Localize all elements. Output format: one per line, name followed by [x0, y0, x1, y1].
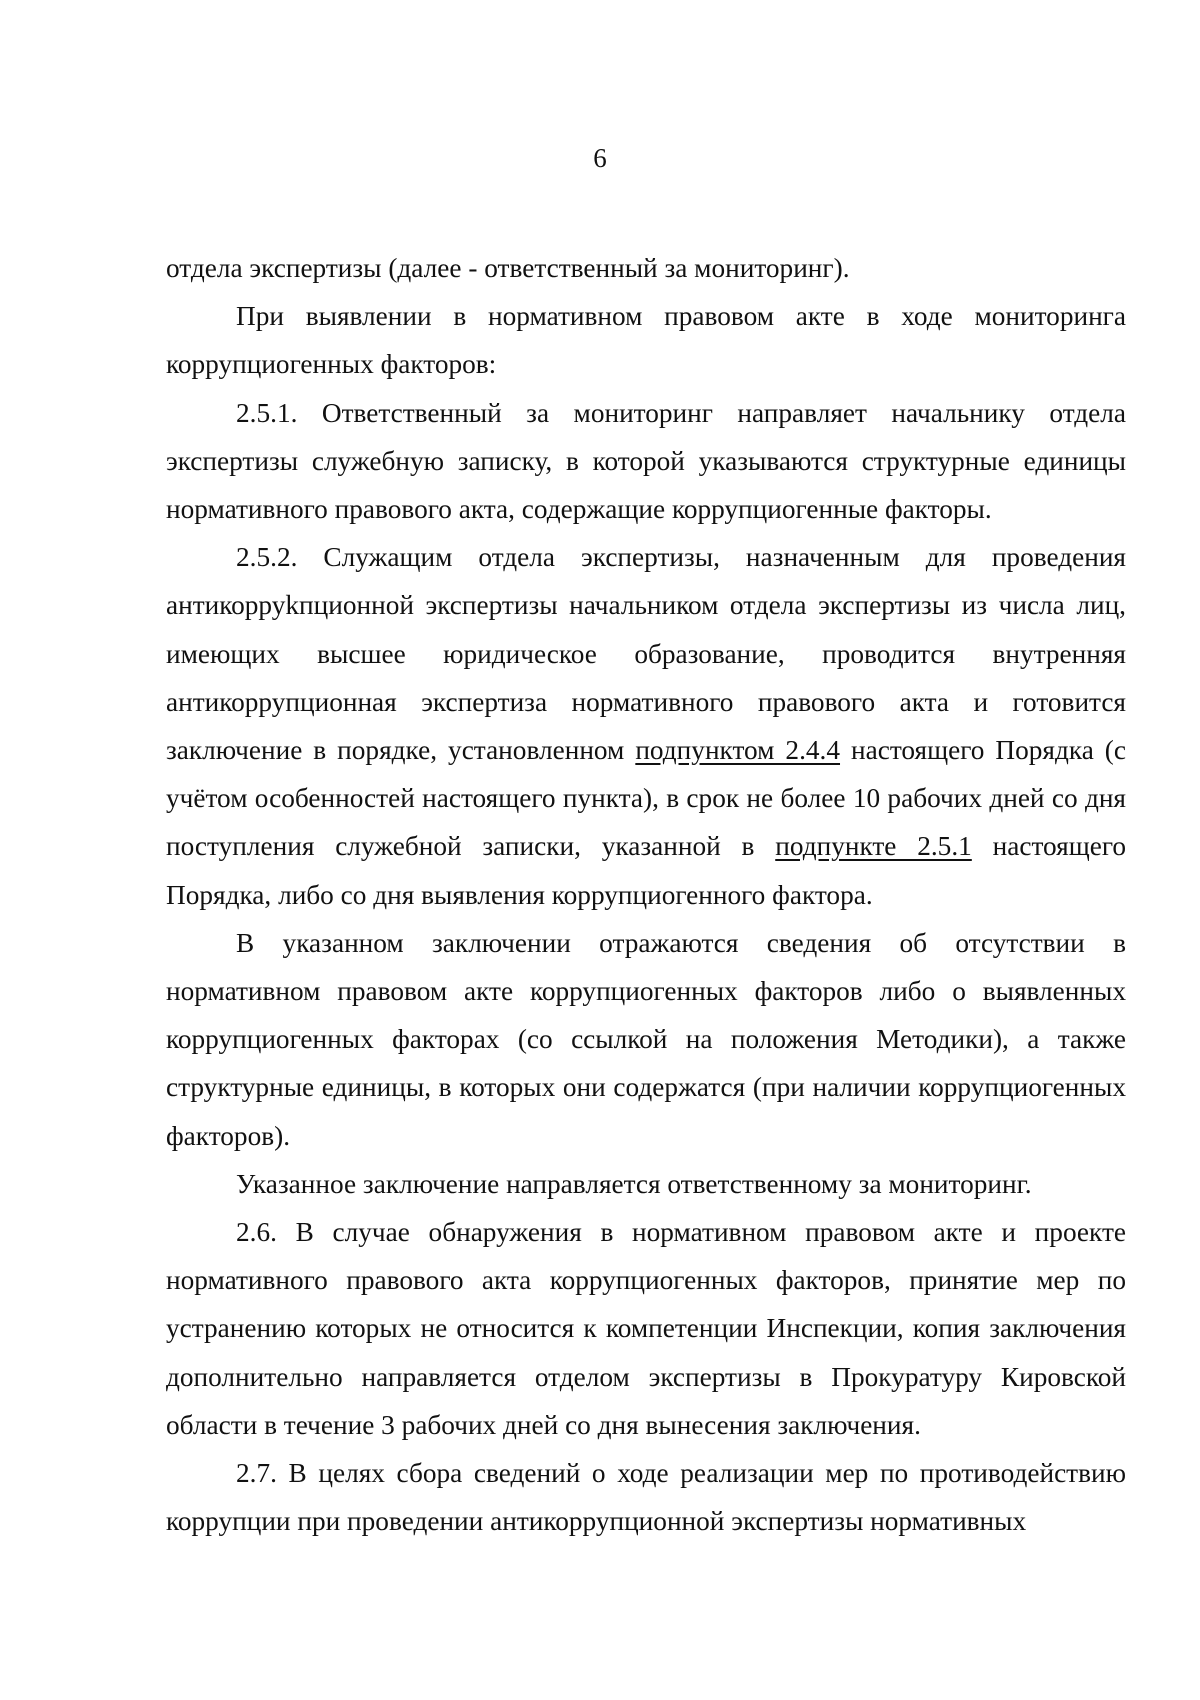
paragraph-2-5-1: 2.5.1. Ответственный за мониторинг направляет начальнику отдела экспертизы служебную записку, в которой указываются структурные единицы нормативного правового акта, содержащие коррупциогенные факторы.	[166, 397, 1126, 525]
paragraph-continuation: отдела экспертизы (далее - ответственный за мониторинг).	[166, 253, 850, 283]
paragraph-2-7: 2.7. В целях сбора сведений о ходе реализации мер по противодействию коррупции при проведении антикоррупционной экспертизы нормативных	[166, 1458, 1126, 1537]
document-body	[166, 244, 1126, 1545]
paragraph-conclusion-content: В указанном заключении отражаются сведения об отсутствии в нормативном правовом акте коррупциогенных факторов либо о выявленных коррупциогенных факторах (со ссылкой на положения Методики), а также структурные единицы, в которых они содержатся (при наличии коррупциогенных факторов).	[166, 927, 1126, 1151]
paragraph-conclusion-sent: Указанное заключение направляется ответственному за мониторинг.	[236, 1168, 1032, 1199]
page-number: 6	[593, 143, 607, 173]
link-subclause-2-5-1[interactable]: подпункте 2.5.1	[775, 831, 972, 862]
link-subclause-2-4-4[interactable]: подпунктом 2.4.4	[635, 735, 841, 766]
paragraph-2-5-2-part-1: 2.5.2. Служащим отдела экспертизы, назначенным для проведения антикорруkпционной экспертизы начальником отдела экспертизы из числа лиц, имеющих высшее юридическое образование, проводится внутренняя антикоррупционная экспертиза нормативного правового акта и готовится заключение в порядке, установленном	[166, 542, 1126, 766]
paragraph-2-5-2-part-2: настоящего Порядка (с учётом особенностей настоящего пункта), в срок не более 10 рабочих дней со дня поступления служебной записки, указанной в	[166, 735, 1127, 862]
paragraph-2-5-2-part-3: настоящего Порядка, либо со дня выявления коррупциогенного фактора.	[166, 831, 1127, 910]
paragraph-2-5-2	[166, 533, 1126, 919]
paragraph-monitoring-intro: При выявлении в нормативном правовом акте в ходе мониторинга коррупциогенных факторов:	[166, 301, 1126, 380]
paragraph-2-6: 2.6. В случае обнаружения в нормативном правовом акте и проекте нормативного правового акта коррупциогенных факторов, принятие мер по устранению которых не относится к компетенции Инспекции, копия заключения дополнительно направляется отделом экспертизы в Прокуратуру Кировской области в течение 3 рабочих дней со дня вынесения заключения.	[166, 1217, 1126, 1440]
